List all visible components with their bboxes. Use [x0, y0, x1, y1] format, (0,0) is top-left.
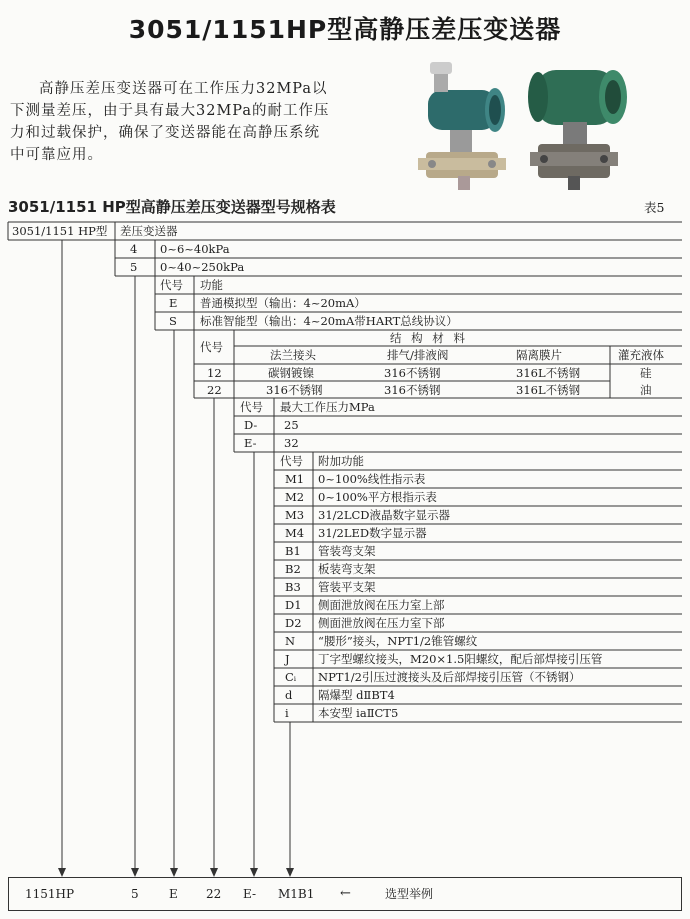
section4-code-header: 代号	[240, 400, 263, 414]
spec-table-title: 3051/1151 HP型高静压差压变送器型号规格表	[8, 198, 336, 216]
section5-desc: 31/2LED数字显示器	[318, 526, 427, 540]
section4-code: D-	[244, 418, 258, 432]
section5-desc: 侧面泄放阀在压力室上部	[318, 598, 445, 612]
section1-desc: 0~6~40kPa	[160, 242, 230, 256]
table-number: 表5	[644, 200, 665, 215]
section3-cell: 316L不锈钢	[516, 383, 581, 397]
section5-code: i	[285, 706, 289, 720]
section5-desc: 0~100%线性指示表	[318, 472, 426, 486]
example-model: 1151HP	[25, 887, 75, 901]
section3-col: 排气/排液阀	[387, 348, 449, 362]
section3-cell: 碳钢镀镍	[268, 366, 314, 380]
section4-desc: 32	[284, 436, 299, 450]
fill-fluid-char: 油	[640, 383, 652, 397]
section3-cell: 316不锈钢	[384, 383, 441, 397]
section3-cell: 316不锈钢	[266, 383, 323, 397]
section5-desc: “腰形”接头，NPT1/2锥管螺纹	[318, 634, 478, 648]
section5-desc: 31/2LCD液晶数字显示器	[318, 508, 450, 522]
section5-code: Cᵢ	[285, 670, 297, 684]
section5-code: J	[285, 652, 290, 666]
section1-desc: 0~40~250kPa	[160, 260, 245, 274]
example-pressure: E-	[243, 887, 257, 901]
section2-header: 功能	[200, 278, 223, 292]
section5-code: M4	[285, 526, 305, 540]
section5-desc: 本安型 iaⅡCT5	[318, 706, 399, 720]
section3-code: 12	[207, 366, 222, 380]
example-function: E	[169, 887, 178, 901]
section5-code: M2	[285, 490, 305, 504]
section3-cell: 316L不锈钢	[516, 366, 581, 380]
section5-code: M3	[285, 508, 305, 522]
section3-group-header: 结 构 材 料	[390, 331, 468, 345]
section5-desc: 0~100%平方根指示表	[318, 490, 437, 504]
section3-col: 灌充液体	[618, 348, 664, 362]
section5-code: B2	[285, 562, 301, 576]
section4-header: 最大工作压力MPa	[280, 400, 375, 414]
section5-code: D1	[285, 598, 302, 612]
section5-desc: 管装平支架	[318, 580, 376, 594]
section3-code-header: 代号	[200, 340, 223, 354]
section5-code: N	[285, 634, 296, 648]
example-label: 选型举例	[385, 887, 434, 901]
example-range: 5	[131, 887, 139, 901]
section4-code: E-	[244, 436, 257, 450]
page-title: 3051/1151HP型高静压差压变送器	[128, 15, 562, 44]
section5-code: D2	[285, 616, 302, 630]
intro-line: 力和过载保护，确保了变送器能在高静压系统	[10, 125, 320, 141]
section5-desc: 丁字型螺纹接头，M20×1.5阳螺纹，配后部焊接引压管	[318, 652, 603, 666]
section3-code: 22	[207, 383, 222, 397]
section5-code: d	[285, 688, 293, 702]
intro-line: 高静压差压变送器可在工作压力32MPa以	[39, 81, 328, 97]
section4-desc: 25	[284, 418, 299, 432]
left-arrow-icon: ←	[340, 886, 351, 901]
intro-line: 中可靠应用。	[10, 147, 103, 163]
intro-line: 下测量差压，由于具有最大32MPa的耐工作压	[10, 103, 330, 119]
section5-code: M1	[285, 472, 305, 486]
section3-col: 隔离膜片	[516, 348, 562, 362]
section2-desc: 标准智能型（输出：4~20mA带HART总线协议）	[200, 314, 458, 328]
section5-desc: 板装弯支架	[318, 562, 376, 576]
section1-header: 差压变送器	[120, 224, 178, 238]
example-material: 22	[206, 887, 222, 901]
section1-code: 4	[130, 242, 138, 256]
section5-code-header: 代号	[280, 454, 303, 468]
section2-code: S	[169, 314, 177, 328]
section3-cell: 316不锈钢	[384, 366, 441, 380]
section5-desc: 隔爆型 dⅡBT4	[318, 688, 395, 702]
section2-code-header: 代号	[160, 278, 183, 292]
section1-code: 5	[130, 260, 138, 274]
section5-desc: NPT1/2引压过渡接头及后部焊接引压管（不锈钢）	[318, 670, 581, 684]
section5-code: B3	[285, 580, 301, 594]
example-options: M1B1	[278, 887, 315, 901]
fill-fluid-char: 硅	[640, 366, 652, 380]
section3-col: 法兰接头	[270, 348, 316, 362]
section5-desc: 管装弯支架	[318, 544, 376, 558]
section5-desc: 侧面泄放阀在压力室下部	[318, 616, 445, 630]
section2-desc: 普通模拟型（输出：4~20mA）	[200, 296, 366, 310]
section2-code: E	[169, 296, 178, 310]
section5-code: B1	[285, 544, 301, 558]
section5-header: 附加功能	[318, 454, 364, 468]
model-label: 3051/1151 HP型	[12, 224, 108, 238]
